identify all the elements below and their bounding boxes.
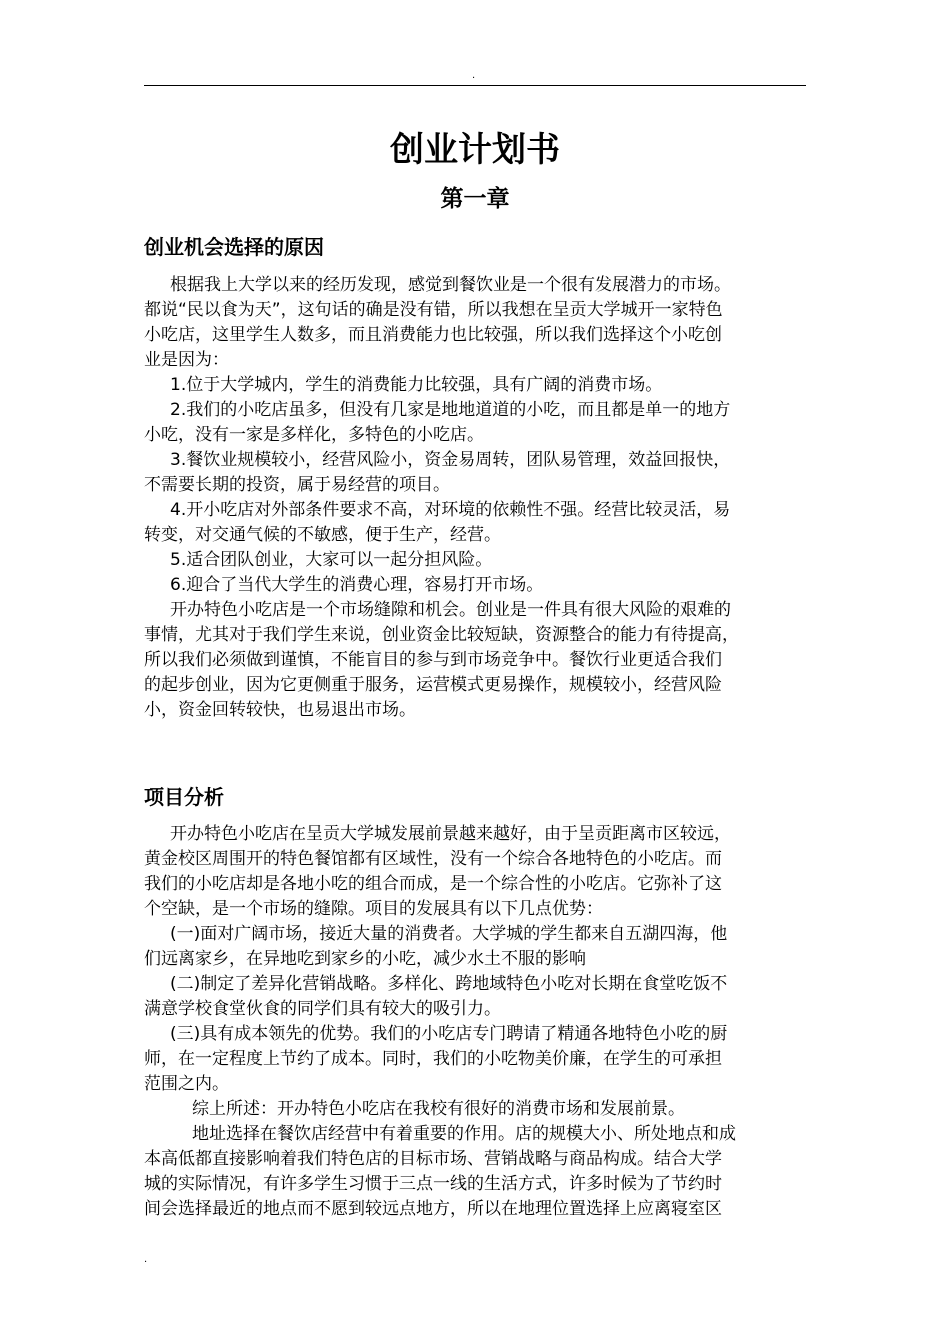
list-item-line: 6.迎合了当代大学生的消费心理，容易打开市场。	[170, 575, 544, 595]
paragraph-line: 开办特色小吃店是一个市场缝隙和机会。创业是一件具有很大风险的艰难的	[170, 600, 731, 620]
section-heading-analysis: 项目分析	[144, 785, 224, 809]
paragraph-line: 黄金校区周围开的特色餐馆都有区域性，没有一个综合各地特色的小吃店。而	[144, 849, 722, 869]
section-body-analysis	[144, 822, 814, 1222]
list-item-line: 范围之内。	[144, 1074, 229, 1094]
header-rule	[144, 85, 806, 86]
paragraph-line: 的起步创业，因为它更侧重于服务，运营模式更易操作，规模较小，经营风险	[144, 675, 722, 695]
paragraph-line: 个空缺，是一个市场的缝隙。项目的发展具有以下几点优势：	[144, 899, 603, 919]
paragraph-line: 所以我们必须做到谨慎，不能盲目的参与到市场竞争中。餐饮行业更适合我们	[144, 650, 722, 670]
list-item-line: 小吃，没有一家是多样化，多特色的小吃店。	[144, 425, 484, 445]
list-item-line: (一)面对广阔市场，接近大量的消费者。大学城的学生都来自五湖四海，他	[170, 924, 728, 944]
list-item-line: 转变，对交通气候的不敏感，便于生产，经营。	[144, 525, 501, 545]
header-mark: .	[472, 70, 476, 81]
paragraph-line: 都说“民以食为天”，这句话的确是没有错，所以我想在呈贡大学城开一家特色	[144, 300, 723, 320]
footer-mark: .	[144, 1254, 148, 1265]
list-item-line: 们远离家乡，在异地吃到家乡的小吃，减少水土不服的影响	[144, 949, 586, 969]
paragraph-line: 本高低都直接影响着我们特色店的目标市场、营销战略与商品构成。结合大学	[144, 1149, 722, 1169]
paragraph-line: 间会选择最近的地点而不愿到较远点地方，所以在地理位置选择上应离寝室区	[144, 1199, 722, 1219]
section-body-opportunity	[144, 273, 814, 723]
list-item-line: (三)具有成本领先的优势。我们的小吃店专门聘请了精通各地特色小吃的厨	[170, 1024, 728, 1044]
paragraph-line: 根据我上大学以来的经历发现，感觉到餐饮业是一个很有发展潜力的市场。	[170, 275, 731, 295]
paragraph-line: 业是因为：	[144, 350, 229, 370]
list-item-line: 2.我们的小吃店虽多，但没有几家是地地道道的小吃，而且都是单一的地方	[170, 400, 731, 420]
document-title: 创业计划书	[390, 130, 560, 170]
list-item-line: 满意学校食堂伙食的同学们具有较大的吸引力。	[144, 999, 501, 1019]
paragraph-line: 事情，尤其对于我们学生来说，创业资金比较短缺，资源整合的能力有待提高，	[144, 625, 739, 645]
paragraph-line: 地址选择在餐饮店经营中有着重要的作用。店的规模大小、所处地点和成	[192, 1124, 736, 1144]
section-heading-opportunity: 创业机会选择的原因	[144, 235, 324, 259]
paragraph-line: 开办特色小吃店在呈贡大学城发展前景越来越好，由于呈贡距离市区较远，	[170, 824, 731, 844]
list-item-line: 5.适合团队创业，大家可以一起分担风险。	[170, 550, 493, 570]
list-item-line: (二)制定了差异化营销战略。多样化、跨地域特色小吃对长期在食堂吃饭不	[170, 974, 728, 994]
paragraph-line: 城的实际情况，有许多学生习惯于三点一线的生活方式，许多时候为了节约时	[144, 1174, 722, 1194]
paragraph-line: 综上所述：开办特色小吃店在我校有很好的消费市场和发展前景。	[192, 1099, 685, 1119]
paragraph-line: 小吃店，这里学生人数多，而且消费能力也比较强，所以我们选择这个小吃创	[144, 325, 722, 345]
list-item-line: 4.开小吃店对外部条件要求不高，对环境的依赖性不强。经营比较灵活，易	[170, 500, 731, 520]
list-item-line: 不需要长期的投资，属于易经营的项目。	[144, 475, 450, 495]
list-item-line: 1.位于大学城内，学生的消费能力比较强，具有广阔的消费市场。	[170, 375, 663, 395]
list-item-line: 师，在一定程度上节约了成本。同时，我们的小吃物美价廉，在学生的可承担	[144, 1049, 722, 1069]
list-item-line: 3.餐饮业规模较小，经营风险小，资金易周转，团队易管理，效益回报快，	[170, 450, 731, 470]
paragraph-line: 我们的小吃店却是各地小吃的组合而成，是一个综合性的小吃店。它弥补了这	[144, 874, 722, 894]
chapter-heading: 第一章	[440, 186, 510, 212]
paragraph-line: 小，资金回转较快，也易退出市场。	[144, 700, 416, 720]
